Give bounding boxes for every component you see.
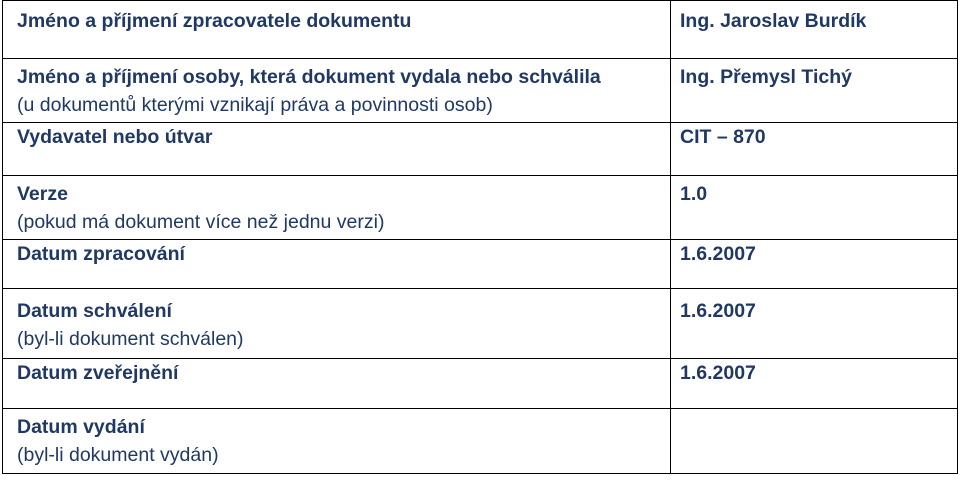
row-value: CIT – 870 [680,126,766,148]
label-cell [3,176,671,240]
label-cell [3,289,671,359]
value-cell [671,176,958,240]
table-row-date-approved [3,289,958,359]
table-row-approver [3,59,958,123]
row-value: 1.0 [680,183,708,205]
row-sublabel: (byl-li dokument schválen) [17,328,244,350]
value-cell [671,409,958,474]
row-label: Jméno a příjmení osoby, která dokument vydala nebo schválila [17,66,601,88]
label-cell [3,240,671,289]
row-label: Datum zpracování [17,243,185,265]
value-cell [671,59,958,123]
label-cell [3,409,671,474]
label-cell [3,1,671,59]
row-value: Ing. Přemysl Tichý [680,66,852,88]
table-row-date-published [3,359,958,409]
row-value: Ing. Jaroslav Burdík [680,10,867,32]
table-row-date-issued [3,409,958,474]
document-metadata-table [2,0,958,474]
label-cell [3,123,671,176]
value-cell [671,240,958,289]
label-cell [3,59,671,123]
row-label: Vydavatel nebo útvar [17,126,213,148]
value-cell [671,289,958,359]
row-label: Datum vydání [17,416,145,438]
table-row-date-created [3,240,958,289]
value-cell [671,359,958,409]
row-label: Datum schválení [17,300,172,322]
row-value: 1.6.2007 [680,243,756,265]
table-row-version [3,176,958,240]
row-label: Jméno a příjmení zpracovatele dokumentu [17,10,412,32]
row-label: Verze [17,183,68,205]
value-cell [671,1,958,59]
row-value: 1.6.2007 [680,362,756,384]
table-row-publisher [3,123,958,176]
label-cell [3,359,671,409]
row-sublabel: (byl-li dokument vydán) [17,444,219,466]
row-value: 1.6.2007 [680,300,756,322]
table-row-author [3,1,958,59]
row-sublabel: (pokud má dokument více než jednu verzi) [17,211,385,233]
row-sublabel: (u dokumentů kterými vznikají práva a povinnosti osob) [17,94,493,116]
value-cell [671,123,958,176]
row-label: Datum zveřejnění [17,362,179,384]
